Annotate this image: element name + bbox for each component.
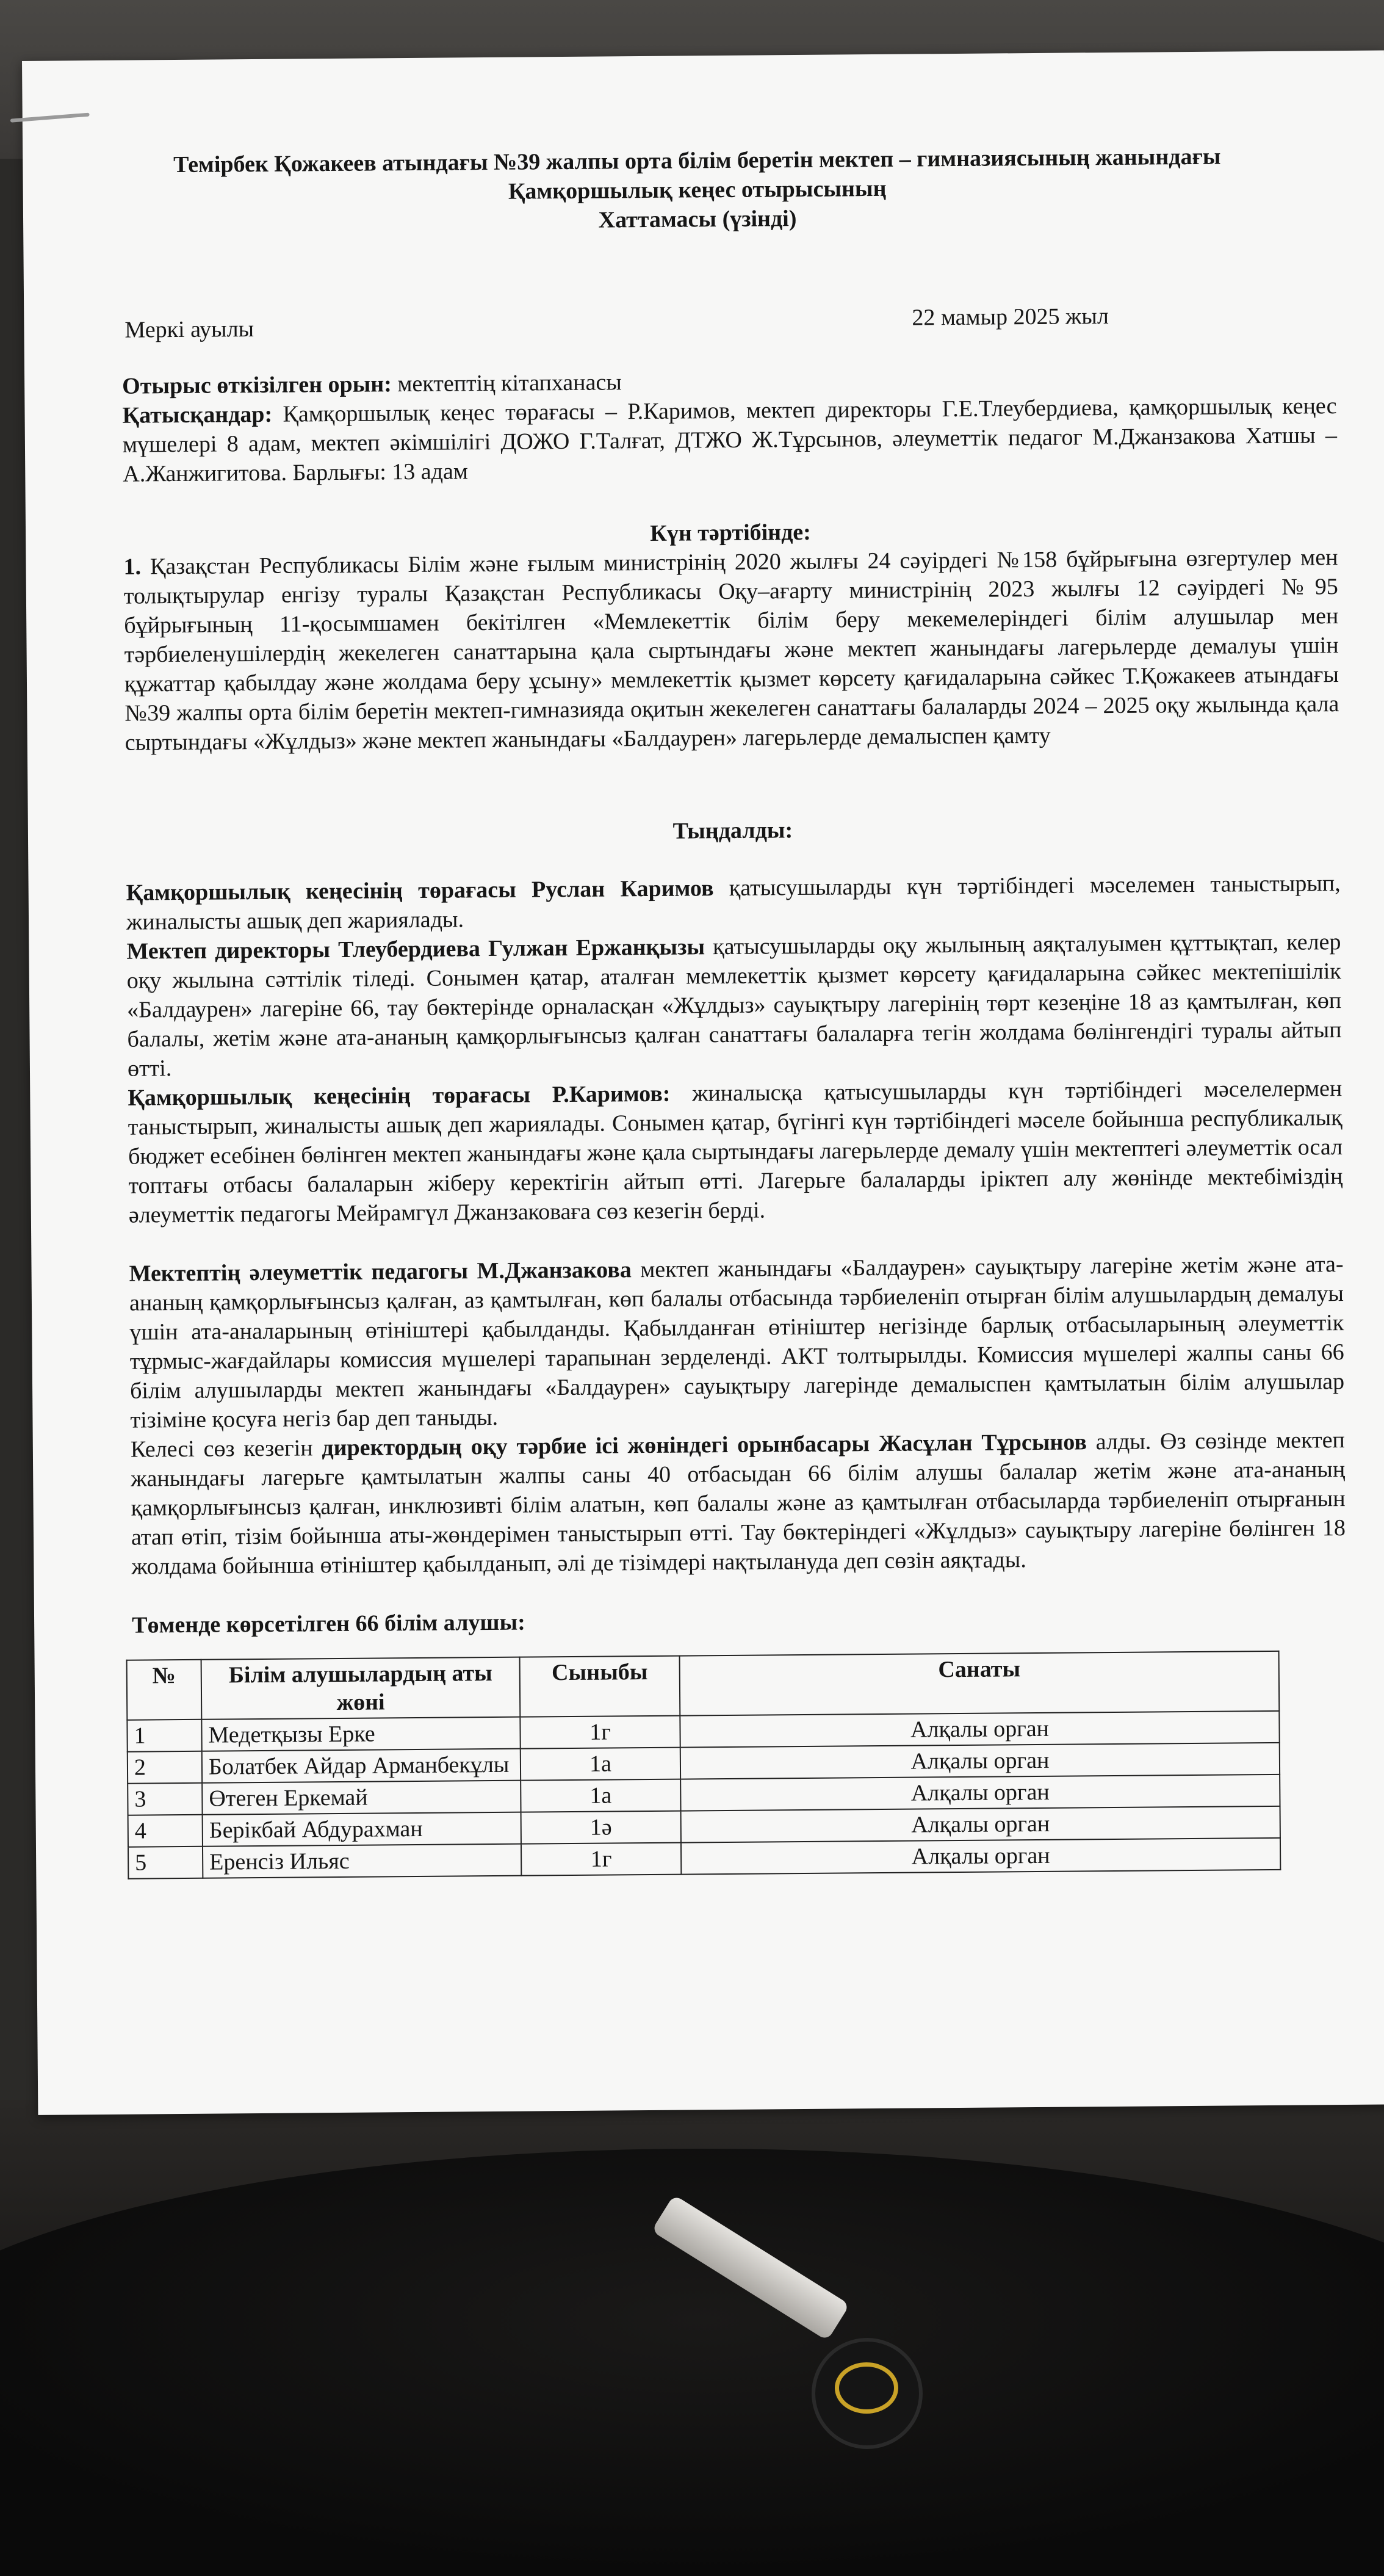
column-header-grade: Сыныбы <box>520 1656 680 1717</box>
staple-icon <box>10 113 90 123</box>
cell-name: Берікбай Абдурахман <box>203 1812 521 1847</box>
cell-grade: 1ә <box>521 1811 681 1844</box>
cell-category: Алқалы орган <box>681 1806 1280 1843</box>
speaker-chairman: Қамқоршылық кеңесінің төрағасы Руслан Каримов <box>126 875 714 906</box>
paragraph-director <box>126 927 1342 1084</box>
list-heading-text: Төменде көрсетілген 66 білім алушы: <box>131 1609 526 1638</box>
paragraph-social-pedagogue <box>129 1250 1344 1435</box>
doc-title-line2: Қамқоршылық кеңес отырысының <box>508 175 887 204</box>
cell-category: Алқалы орган <box>680 1775 1280 1811</box>
speaker-deputy-director: директордың оқу тәрбие ісі жөніндегі орынбасары Жасұлан Тұрсынов <box>322 1429 1087 1461</box>
speaker-chairman-2: Қамқоршылық кеңесінің төрағасы Р.Каримов: <box>128 1080 671 1111</box>
cell-name: Еренсіз Ильяс <box>203 1844 521 1878</box>
speech-text: алды. Өз сөзінде мектеп жанындағы лагерьге қамтылатын жалпы саны 40 отбасыдан 66 білім алушы балалар жетім және ата-ананың қамқорлығынсыз қалған, инклюзивті білім алатын, көп балалы және аз қамтылған отбасыларда тәрбиеленіп отырғанын атап өтіп, тізім бойынша аты-жөндерімен таныстырып өтті. Тау бөктеріндегі «Жұлдыз» сауықтыру лагеріне бөлінген 18 жолдама бойынша өтініштер қабылданып, әлі де тізімдері нақтылануда деп сөзін аяқтады. <box>131 1427 1346 1580</box>
speaker-director: Мектеп директоры Тлеубердиева Гулжан Ержанқызы <box>126 934 705 964</box>
cell-name: Болатбек Айдар Арманбекұлы <box>202 1749 521 1783</box>
column-header-category: Санаты <box>680 1651 1280 1716</box>
speech-text: мектеп жанындағы «Балдаурен» сауықтыру лагеріне жетім және ата-ананың қамқорлығынсыз қалған, аз қамтылған, көп балалы отбасында тәрбиеленіп отырған білім алушылардың демалуы үшін ата-аналарының өтініштері қабылданды. Қабылданған өтініштер негізінде барлық отбасыларының әлеуметтік тұрмыс-жағдайлары комиссия мүшелері тарапынан зерделенді. АКТ толтырылды. Комиссия мүшелері жалпы саны 66 білім алушыларды мектеп жанындағы «Балдаурен» сауықтыру лагерінде демалыспен қамтылатын білім алушылар тізіміне қосуға негіз бар деп таныды. <box>129 1251 1345 1433</box>
listened-heading: Тыңдалды: <box>672 817 793 844</box>
cell-grade: 1г <box>521 1843 681 1876</box>
agenda-number: 1. <box>123 554 142 580</box>
agenda-item <box>123 543 1339 758</box>
cell-grade: 1г <box>520 1716 680 1749</box>
doc-title-line3: Хаттамасы (үзінді) <box>598 206 797 233</box>
cell-category: Алқалы орган <box>680 1743 1280 1779</box>
speech-text: жиналысқа қатысушыларды күн тәртібіндегі мәселелермен таныстырып, жиналысты ашық деп жариялады. Сонымен қатар, бүгінгі күн тәртібіндегі мәселе бойынша республикалық бюджет есебінен бөлінген мектеп жанындағы және қала сыртындағы лагерьлерде демалу үшін мектептегі әлеуметтік осал топтағы отбасы балаларын жіберу керектігін айтып өтті. Лагерьге балаларды іріктеп алу жөнінде мектебіміздің әлеуметтік педагогы Мейрамгүл Джанзаковаға сөз кезегін берді. <box>128 1076 1343 1228</box>
car-logo-icon <box>835 2362 898 2414</box>
doc-title-line1: Темірбек Қожакеев атындағы №39 жалпы орта білім беретін мектеп – гимназиясының жанындағы <box>173 143 1221 178</box>
speech-text: Келесі сөз кезегін <box>130 1435 322 1463</box>
participants-value: Қамқоршылық кеңес төрағасы – Р.Каримов, мектеп директоры Г.Е.Тлеубердиева, қамқоршылық кеңес мүшелері 8 адам, мектеп әкімшілігі ДОЖО Г.Талғат, ДТЖО Ж.Тұрсынов, әлеуметтік педагог М.Джанзакова Хатшы – А.Жанжигитова. Барлығы: 13 адам <box>122 393 1338 487</box>
cell-number: 4 <box>128 1815 203 1847</box>
cell-number: 3 <box>128 1783 202 1815</box>
speech-text: қатысушыларды күн тәртібіндегі мәселемен таныстырып, жиналысты ашық деп жариялады. <box>126 870 1341 935</box>
cell-category: Алқалы орган <box>681 1838 1280 1875</box>
document-page <box>22 50 1384 2115</box>
participants-label: Қатысқандар: <box>122 401 273 429</box>
participants-paragraph <box>122 391 1337 489</box>
venue-label: Отырыс өткізілген орын: <box>122 371 392 399</box>
paragraph-chairman-opening <box>126 869 1341 937</box>
cell-number: 1 <box>127 1720 201 1752</box>
speaker-social-pedagogue: Мектептің әлеуметтік педагогы М.Джанзакова <box>129 1257 632 1287</box>
cell-category: Алқалы орган <box>680 1711 1279 1748</box>
cell-number: 2 <box>128 1751 202 1784</box>
paragraph-deputy-director <box>131 1425 1346 1582</box>
students-table <box>126 1651 1281 1880</box>
cell-number: 5 <box>128 1847 203 1879</box>
column-header-name: Білім алушылардың аты жөні <box>201 1657 521 1720</box>
cell-name: Өтеген Еркемай <box>202 1781 521 1815</box>
speech-text: қатысушыларды оқу жылының аяқталуымен құттықтап, келер оқу жылына сәттілік тіледі. Сонымен қатар, аталған мемлекеттік қызмет көрсету қағидаларына сәйкес мектепішілік «Балдаурен» лагеріне 66, тау бөктерінде орналасқан «Жұлдыз» сауықтыру лагерінің төрт кезеңіне 18 аз қамтылған, көп балалы, жетім және ата-ананың қамқорлығынсыз қалған санаттағы балаларға тегін жолдама бөлінгендігі туралы айтып өтті. <box>126 929 1342 1082</box>
cell-grade: 1а <box>521 1779 680 1812</box>
list-heading <box>132 1601 1346 1640</box>
cell-grade: 1а <box>521 1748 680 1781</box>
column-header-number: № <box>127 1660 202 1720</box>
cell-name: Медетқызы Ерке <box>201 1717 520 1751</box>
table-header-row <box>127 1651 1280 1720</box>
agenda-text: Қазақстан Республикасы Білім және ғылым министрінің 2020 жылғы 24 сәуірдегі №158 бұйрығына өзгертулер мен толықтырулар енгізу туралы Қазақстан Республикасы Оқу–ағарту министрінің 2023 жылғы 12 сәуірдегі №95 бұйрығының 11-қосымшамен бекітілген «Мемлекеттік білім беру мекемелеріндегі білім алушылар мен тәрбиеленушілердің жекелеген санаттарына қала сыртындағы және мектеп жанындағы лагерьлерде демалуы үшін құжаттар қабылдау және жолдама беру ұсыну» мемлекеттік қызмет көрсету қағидаларына сәйкес Т.Қожакеев атындағы №39 жалпы орта білім беретін мектеп-гимназияда оқитын жекелеген санаттағы балаларды 2024 – 2025 оқу жылында қала сыртындағы «Жұлдыз» және мектеп жанындағы «Балдаурен» лагерьлерде демалыспен қамту <box>123 545 1339 756</box>
paragraph-chairman <box>128 1074 1343 1230</box>
venue-value: мектептің кітапханасы <box>391 369 622 397</box>
date: 22 мамыр 2025 жыл <box>912 303 1109 331</box>
agenda-heading: Күн тәртібінде: <box>650 519 812 546</box>
place: Меркі ауылы <box>124 316 254 343</box>
